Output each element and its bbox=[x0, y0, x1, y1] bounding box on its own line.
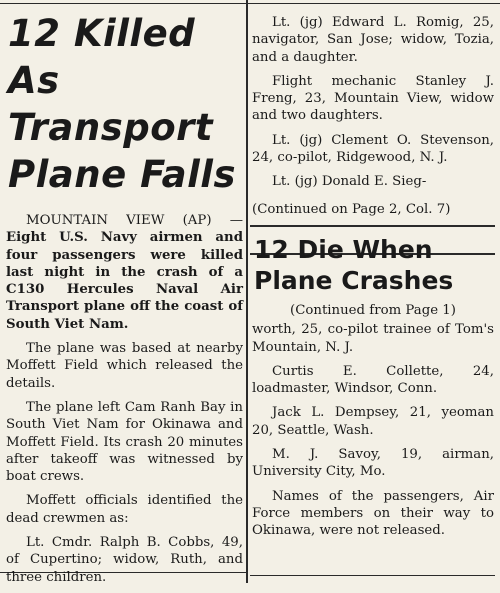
bottom-rule-right bbox=[250, 575, 495, 576]
paragraph-text: Lt. (jg) Edward L. Romig, 25, navigator, San Jose; widow, Tozia, and a daughter. bbox=[252, 15, 494, 65]
headline-line-1: 12 Killed As bbox=[8, 12, 196, 102]
top-rule bbox=[0, 3, 500, 4]
paragraph-text: M. J. Savoy, 19, airman, University City, Mo. bbox=[252, 447, 494, 480]
paragraph-text: Curtis E. Collette, 24, loadmaster, Windsor, Conn. bbox=[252, 363, 494, 397]
article-paragraph bbox=[252, 404, 494, 439]
article-paragraph bbox=[252, 173, 494, 190]
paragraph-text: Flight mechanic Stanley J. Freng, 23, Mountain View, widow and two daughters. bbox=[252, 73, 494, 124]
paragraph-text: Lt. (jg) Donald E. Sieg- bbox=[272, 174, 427, 190]
jump-headline bbox=[254, 234, 494, 296]
article-paragraph bbox=[6, 534, 243, 586]
article-right-column bbox=[252, 14, 494, 547]
paragraph-text: Moffett officials identified the dead crewmen as: bbox=[6, 493, 243, 526]
article-paragraph bbox=[252, 132, 494, 167]
article-paragraph bbox=[6, 340, 243, 392]
jump-headline-line-2: Plane Crashes bbox=[254, 265, 454, 295]
article-paragraph bbox=[252, 488, 494, 540]
article-paragraph bbox=[252, 73, 494, 125]
paragraph-text: Lt. Cmdr. Ralph B. Cobbs, 49, of Cupertino; widow, Ruth, and three children. bbox=[6, 535, 243, 585]
article-paragraph bbox=[6, 492, 243, 527]
article-paragraph bbox=[252, 363, 494, 398]
article-left-column bbox=[6, 10, 243, 593]
article-paragraph bbox=[252, 446, 494, 481]
paragraph-text: The plane left Cam Ranh Bay in South Viet Nam for Okinawa and Moffett Field. Its crash 20 minutes after takeoff was witnessed by boat crews. bbox=[6, 399, 243, 485]
lead-text: Eight U.S. Navy airmen and four passengers were killed last night in the crash of a C130 Hercules Naval Air Transport plane off the coast of South Viet Nam. bbox=[6, 230, 243, 332]
jump-headline-line-1: 12 Die When bbox=[254, 234, 433, 264]
column-divider bbox=[246, 0, 248, 583]
paragraph-text: Lt. (jg) Clement O. Stevenson, 24, co-pilot, Ridgewood, N. J. bbox=[252, 132, 494, 166]
paragraph-text: worth, 25, co-pilot trainee of Tom's Mountain, N. J. bbox=[252, 322, 494, 355]
continued-on-note: (Continued on Page 2, Col. 7) bbox=[252, 201, 451, 217]
article-paragraph bbox=[252, 321, 494, 356]
headline-line-3: Plane Falls bbox=[8, 153, 236, 196]
article-paragraph bbox=[252, 14, 494, 66]
lead-paragraph bbox=[6, 212, 243, 333]
article-headline bbox=[8, 10, 243, 198]
headline-line-2: Transport bbox=[8, 106, 214, 149]
continued-from-note: (Continued from Page 1) bbox=[290, 302, 456, 318]
article-paragraph bbox=[6, 399, 243, 485]
paragraph-text: The plane was based at nearby Moffett Field which released the details. bbox=[6, 341, 243, 391]
paragraph-text: Jack L. Dempsey, 21, yeoman 20, Seattle, Wash. bbox=[252, 405, 494, 438]
dateline: MOUNTAIN VIEW (AP) — bbox=[26, 213, 243, 228]
paragraph-text: Names of the passengers, Air Force members on their way to Okinawa, were not released. bbox=[252, 488, 494, 539]
